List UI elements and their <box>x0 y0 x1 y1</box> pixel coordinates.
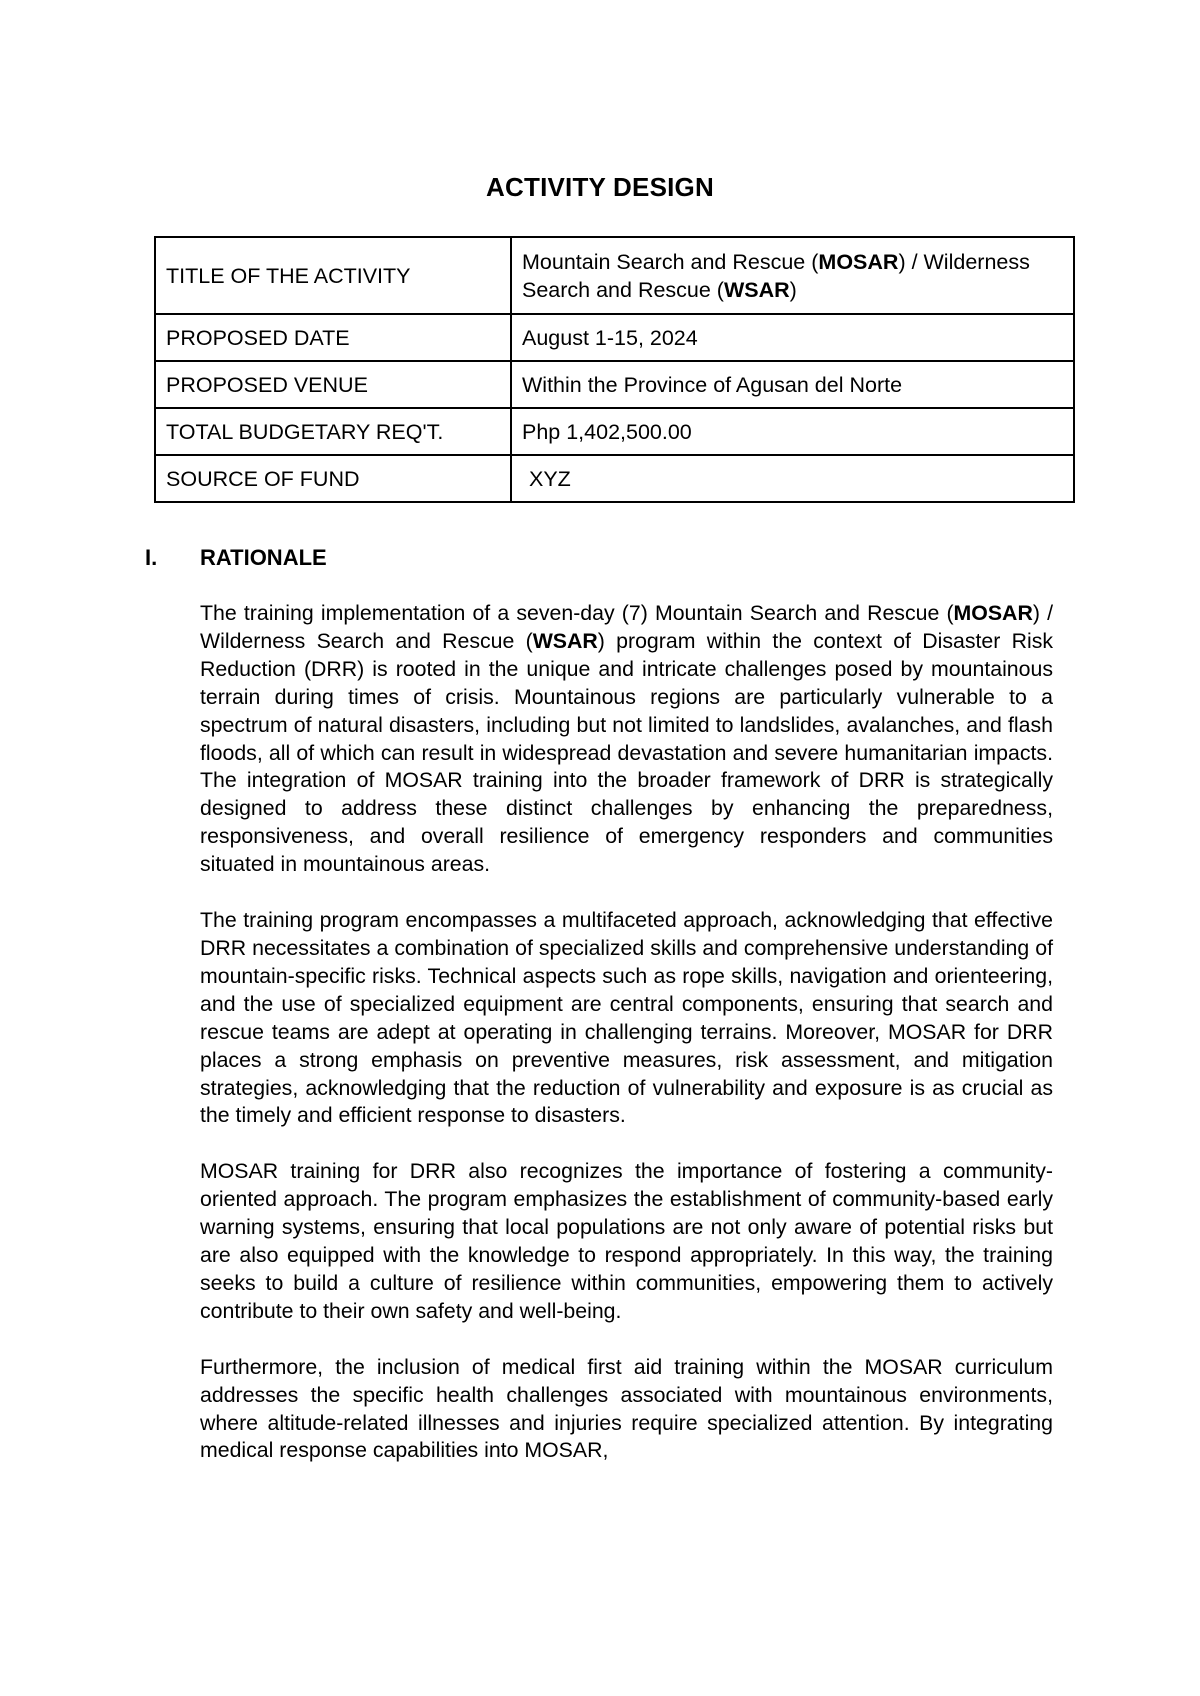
acronym-wsar: WSAR <box>532 628 598 653</box>
paragraph: The training program encompasses a multifaceted approach, acknowledging that effective DRR necessitates a combination of specialized skills and comprehensive understanding of mountain-specific risks. Technical aspects such as rope skills, navigation and orienteering, and the use of specialized equipment are central components, ensuring that search and rescue teams are adept at operating in challenging terrains. Moreover, MOSAR for DRR places a strong emphasis on preventive measures, risk assessment, and mitigation strategies, acknowledging that the reduction of vulnerability and exposure is as crucial as the timely and efficient response to disasters. <box>200 908 1053 1128</box>
value-part: ) / Wilderness Search and Rescue ( <box>522 249 1030 302</box>
row-label: PROPOSED DATE <box>155 314 511 361</box>
section-number: I. <box>145 545 158 570</box>
rationale-body <box>200 600 1053 1493</box>
row-label: TITLE OF THE ACTIVITY <box>155 237 511 314</box>
table-row-budget <box>155 408 1074 455</box>
paragraph-text: ) / Wilderness Search and Rescue ( <box>200 601 1053 653</box>
value-part: Mountain Search and Rescue ( <box>522 249 819 274</box>
paragraph-text: ) program within the context of Disaster Risk Reduction (DRR) is rooted in the unique and intricate challenges posed by mountainous terrain during times of crisis. Mountainous regions are particularly vulnerable to a spectrum of natural disasters, including but not limited to landslides, avalanches, and flash floods, all of which can result in widespread devastation and severe humanitarian impacts. The integration of MOSAR training into the broader framework of DRR is strategically designed to address these distinct challenges by enhancing the preparedness, responsiveness, and overall resilience of emergency responders and communities situated in mountainous areas. <box>200 628 1054 877</box>
paragraph-text: The training implementation of a seven-day (7) Mountain Search and Rescue ( <box>200 601 954 625</box>
value-acronym-wsar: WSAR <box>723 277 790 302</box>
row-label: SOURCE OF FUND <box>155 455 511 502</box>
acronym-mosar: MOSAR <box>953 601 1033 625</box>
table-row-venue <box>155 361 1074 408</box>
section-heading-rationale <box>145 545 327 571</box>
proposed-date-value: August 1-15, 2024 <box>511 314 1074 361</box>
proposed-venue-value: Within the Province of Agusan del Norte <box>511 361 1074 408</box>
budget-value: Php 1,402,500.00 <box>511 408 1074 455</box>
paragraph <box>200 600 1053 879</box>
value-acronym-mosar: MOSAR <box>818 249 899 274</box>
document-title: ACTIVITY DESIGN <box>486 172 714 202</box>
row-label: TOTAL BUDGETARY REQ'T. <box>155 408 511 455</box>
table-row-fund <box>155 455 1074 502</box>
table-row-date <box>155 314 1074 361</box>
section-title: RATIONALE <box>200 545 327 570</box>
fund-source-value: XYZ <box>511 455 1074 502</box>
paragraph: Furthermore, the inclusion of medical first aid training within the MOSAR curriculum addresses the specific health challenges associated with mountainous environments, where altitude-related illnesses and injuries require specialized attention. By integrating medical response capabilities into MOSAR, <box>200 1354 1053 1463</box>
activity-info-table <box>154 236 1075 503</box>
paragraph: MOSAR training for DRR also recognizes the importance of fostering a community-oriented approach. The program emphasizes the establishment of community-based early warning systems, ensuring that local populations are not only aware of potential risks but are also equipped with the knowledge to respond appropriately. In this way, the training seeks to build a culture of resilience within communities, empowering them to actively contribute to their own safety and well-being. <box>200 1159 1053 1323</box>
activity-title-value <box>511 237 1074 314</box>
value-part: ) <box>789 277 797 302</box>
table-row-title <box>155 237 1074 314</box>
row-label: PROPOSED VENUE <box>155 361 511 408</box>
